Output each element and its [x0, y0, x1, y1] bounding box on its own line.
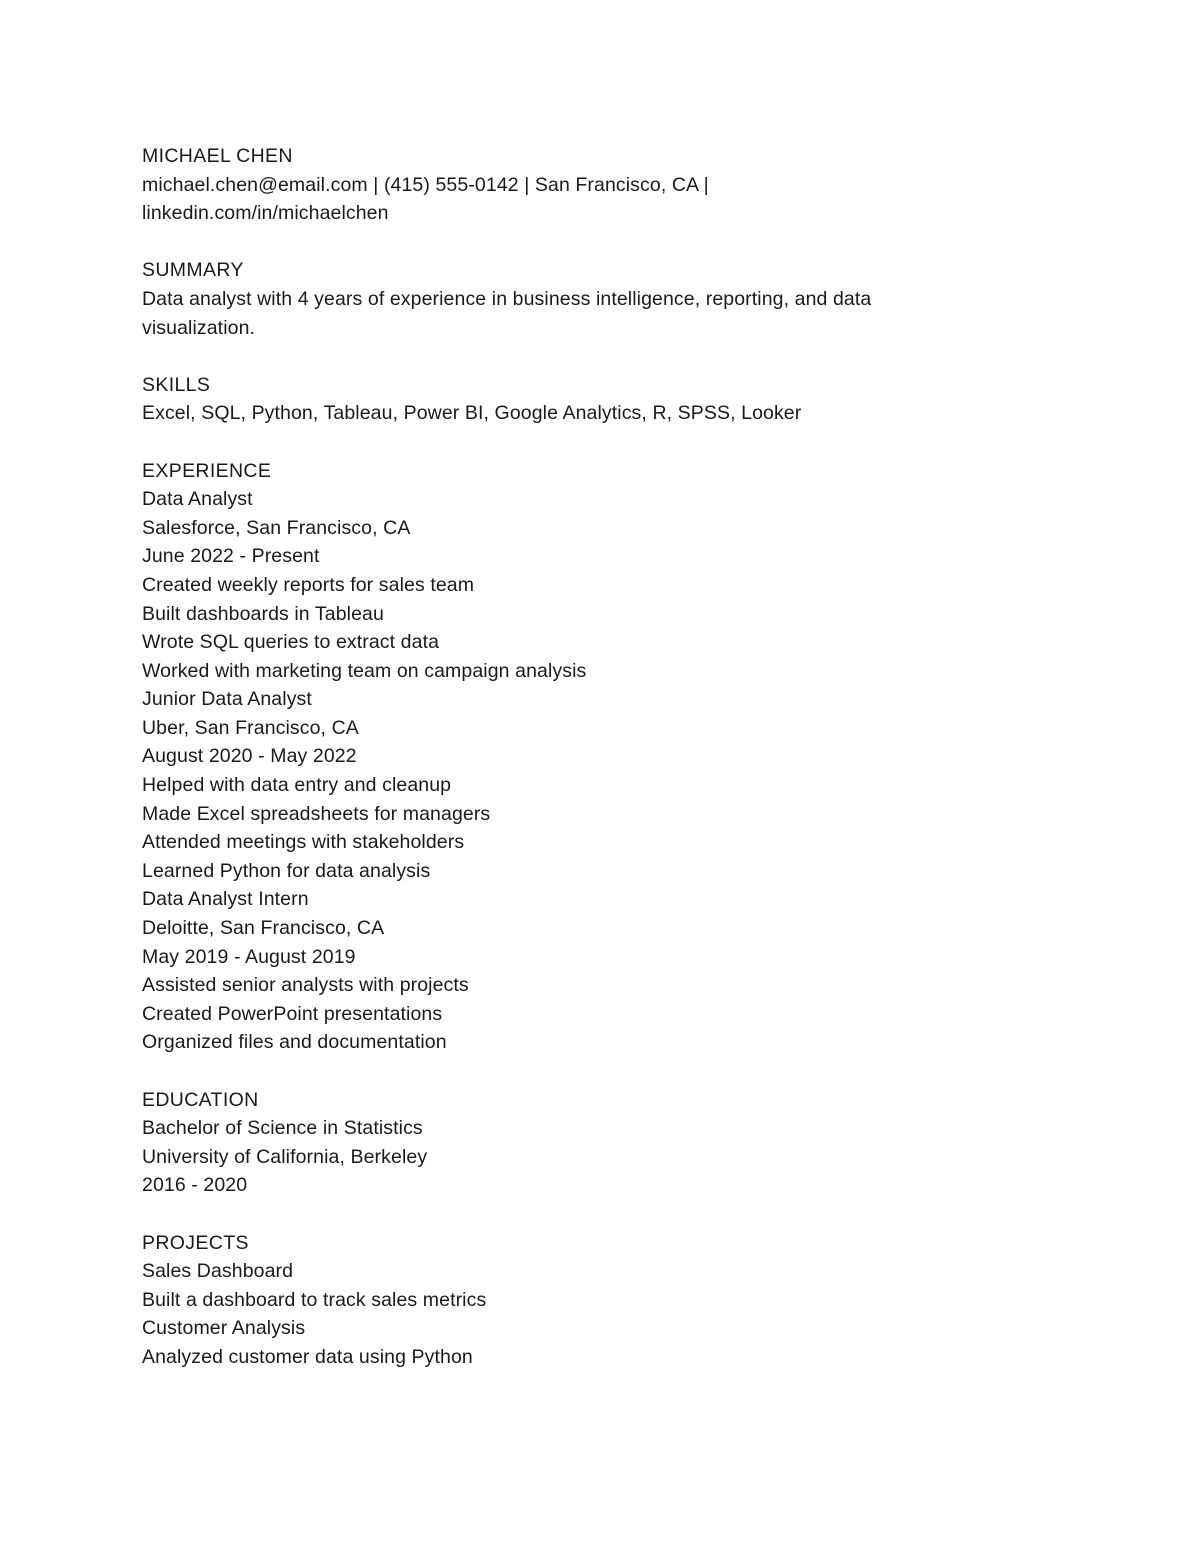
job-bullet: Attended meetings with stakeholders [142, 831, 465, 854]
project-description: Analyzed customer data using Python [142, 1345, 473, 1368]
job-bullet: Assisted senior analysts with projects [142, 974, 469, 997]
resume-header [142, 142, 982, 228]
experience-entry [142, 685, 982, 885]
job-bullet: Created PowerPoint presentations [142, 1002, 443, 1025]
section-heading-summary: SUMMARY [142, 259, 244, 282]
job-title: Junior Data Analyst [142, 688, 312, 711]
job-dates: May 2019 - August 2019 [142, 945, 356, 968]
section-skills [142, 371, 982, 428]
education-degree: Bachelor of Science in Statistics [142, 1117, 423, 1140]
job-bullet: Built dashboards in Tableau [142, 602, 384, 625]
section-experience [142, 457, 982, 1057]
contact-line-linkedin: linkedin.com/in/michaelchen [142, 202, 389, 225]
section-spacer [142, 1200, 982, 1229]
skills-list: Excel, SQL, Python, Tableau, Power BI, Google Analytics, R, SPSS, Looker [142, 402, 802, 425]
job-bullet: Made Excel spreadsheets for managers [142, 802, 491, 825]
job-bullet: Worked with marketing team on campaign analysis [142, 659, 587, 682]
contact-line-primary: michael.chen@email.com | (415) 555-0142 | San Francisco, CA | [142, 173, 709, 196]
candidate-name: MICHAEL CHEN [142, 145, 293, 167]
job-bullet: Created weekly reports for sales team [142, 573, 475, 596]
education-dates: 2016 - 2020 [142, 1174, 248, 1197]
section-projects [142, 1229, 982, 1372]
summary-text: Data analyst with 4 years of experience in business intelligence, reporting, and data visualization. [142, 287, 877, 339]
job-company: Uber, San Francisco, CA [142, 716, 359, 739]
project-name: Sales Dashboard [142, 1260, 294, 1283]
job-title: Data Analyst Intern [142, 888, 309, 911]
experience-entry [142, 885, 982, 1057]
section-spacer [142, 1057, 982, 1086]
section-education [142, 1086, 982, 1200]
job-company: Deloitte, San Francisco, CA [142, 917, 385, 940]
resume-body [142, 142, 982, 1372]
job-dates: June 2022 - Present [142, 545, 320, 568]
job-title: Data Analyst [142, 488, 253, 511]
section-heading-skills: SKILLS [142, 373, 211, 396]
job-bullet: Wrote SQL queries to extract data [142, 631, 440, 654]
section-heading-experience: EXPERIENCE [142, 459, 272, 482]
job-bullet: Helped with data entry and cleanup [142, 774, 452, 797]
project-name: Customer Analysis [142, 1317, 306, 1340]
section-spacer [142, 428, 982, 457]
section-heading-education: EDUCATION [142, 1088, 259, 1111]
section-heading-projects: PROJECTS [142, 1231, 249, 1254]
experience-entry [142, 485, 982, 685]
section-spacer [142, 342, 982, 371]
job-bullet: Learned Python for data analysis [142, 859, 431, 882]
job-dates: August 2020 - May 2022 [142, 745, 357, 768]
project-description: Built a dashboard to track sales metrics [142, 1288, 487, 1311]
section-spacer [142, 228, 982, 257]
section-summary [142, 256, 982, 342]
education-school: University of California, Berkeley [142, 1145, 428, 1168]
job-bullet: Organized files and documentation [142, 1031, 447, 1054]
job-company: Salesforce, San Francisco, CA [142, 516, 411, 539]
